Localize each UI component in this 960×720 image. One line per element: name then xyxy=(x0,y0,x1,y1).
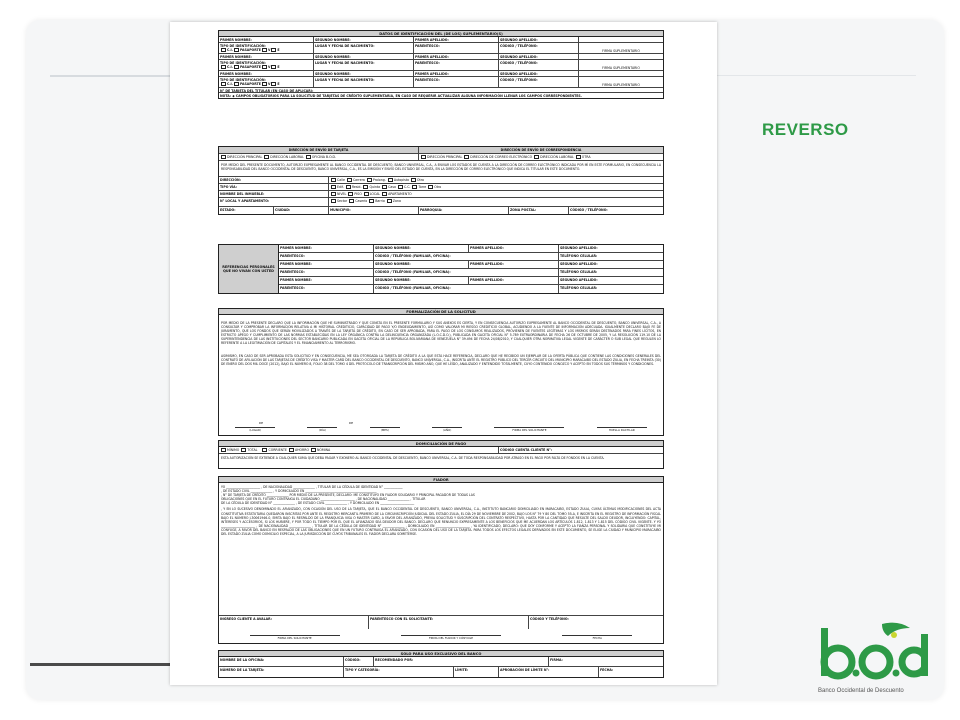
opt-mail-main: DIRECCIÓN PRINCIPAL xyxy=(427,154,463,159)
bank-date: FECHA: xyxy=(600,667,614,672)
opt-e: E xyxy=(277,64,280,69)
field-phone: CÓDIGO / TELÉFONO: xyxy=(499,60,579,70)
supplementary-section xyxy=(218,30,664,99)
ref2-first-name: PRIMER NOMBRE: xyxy=(279,261,374,268)
opt-savings: AHORRO xyxy=(294,447,309,452)
opt-piso: PISO xyxy=(354,191,362,196)
bank-use-title: SOLO PARA USO EXCLUSIVO DEL BANCO xyxy=(219,651,663,657)
signature-supplementary-3: FIRMA SUPLEMENTARIO xyxy=(602,83,640,87)
field-first-surname: PRIMER APELLIDO: xyxy=(414,54,499,59)
field-second-name: SEGUNDO NOMBRE: xyxy=(314,54,414,59)
field-first-surname: PRIMER APELLIDO: xyxy=(414,37,499,42)
opt-card-main: DIRECCIÓN PRINCIPAL xyxy=(227,154,263,159)
field-state: ESTADO: xyxy=(219,207,274,214)
guarantor-line-5: DE LA CÉDULA DE IDENTIDAD N° ______________ , DE ESTADO CIVIL ______________ , Y DOMICILIADO EN ______________________ xyxy=(221,501,415,506)
top-divider-left xyxy=(50,75,170,77)
opt-zona: Zona xyxy=(392,198,401,203)
via-autopista: Autopista xyxy=(393,177,410,182)
opt-passport: PASAPORTE xyxy=(239,64,261,69)
sign-day: (DÍA) xyxy=(307,427,337,432)
opt-ci: C.I. xyxy=(227,47,233,52)
signature-supplementary-2: FIRMA SUPLEMENTARIO xyxy=(602,66,640,70)
references-side-label: REFERENCIAS PERSONALES QUE NO VIVAN CON USTED xyxy=(219,245,279,293)
opt-local: LOCAL xyxy=(369,191,381,196)
ref1-second-surname: SEGUNDO APELLIDO: xyxy=(560,245,598,250)
guarantor-sign-guarantor: FIRMA DEL FIADOR Y CÓNYUGE xyxy=(401,635,501,640)
guarantor-body: , Y EN LO SUCESIVO DENOMINADO EL AFIANZADO, CON OCASIÓN DEL USO DE LA TARJETA, QUE EL BANCO OCCIDENTAL DE DESCUENTO, BANCO UNIVERSAL, C.A., INSTITUTO BANCARIO DOMICILIADO EN MARACAIBO, ESTADO ZULIA, CUYAS ÚLTIMAS MODIFICACIONES DEL ACTA CONSTITUTIVA ESTATUTARIA QUEDARON INSCRITAS POR ANTE EL REGISTRO MERCANTIL PRIMERO DE LA CIRCUNSCRIPCIÓN JUDICIAL DEL ESTADO ZULIA, EL DÍA 29 DE NOVIEMBRE DE 2002, BAJO LOS N° 79 Y 80 DEL TOMO 55-A, E INSCRITA EN EL REGISTRO DE INFORMACIÓN FISCAL BAJO EL NÚMERO J-30061946-0, EMITA BAJO EL RESPALDO DE LA FRANQUICIA VISA O MASTER CARD, A FAVOR DEL AFIANZADO, PREVIA SOLICITUD Y SUSCRIPCIÓN DEL CONTRATO RESPECTIVO, HASTA POR LA CANTIDAD QUE RESULTE DEL SALDO DEUDOR, INCLUYENDO: CAPITAL, INTERESES Y ACCESORIOS, SI LOS HUBIERE, Y POR TODO EL TIEMPO POR EL QUE EL AFIANZADO SEA DEUDOR DEL BANCO. DECLARO QUE RENUNCIO EXPRESAMENTE A LOS BENEFICIOS QUE ME ACUERDAN LOS ARTÍCULOS 1.812, 1.813 Y 1.815 DEL CÓDIGO CIVIL VIGENTE. Y YO ______________________ , DE NACIONALIDAD ______________ , TITULAR DE LA CÉDULA DE IDENTIDAD N° ______________ , DOMICILIADO EN ______________________ , YA IDENTIFICADO, DECLARO: QUE DOY CONFORME Y ACEPTO LA FIANZA PERSONAL Y SOLIDARIA QUE CONSTITUYE MI CÓNYUGE, A FAVOR DEL BANCO EN RESPALDO DE LAS OBLIGACIONES QUE EN UN FUTURO CONTRAIGA EL AFIANZADO, CON OCASIÓN DEL USO DE LA TARJETA. PARA TODOS LOS EFECTOS LEGALES DERIVADOS EN ESTE DOCUMENTO, SE ELIGE LA CIUDAD Y MUNICIPIO MARACAIBO DEL ESTADO ZULIA COMO DOMICILIO ESPECIAL, A LA JURISDICCIÓN DE CUYOS TRIBUNALES EL FIADOR DECLARA SOMETERSE. xyxy=(221,507,661,537)
opt-passport: PASAPORTE xyxy=(239,81,261,86)
via-casa: Casa xyxy=(388,184,396,189)
field-birth: LUGAR Y FECHA DE NACIMIENTO: xyxy=(314,77,414,87)
ref2-first-surname: PRIMER APELLIDO: xyxy=(469,261,559,268)
payment-text: ESTA AUTORIZACIÓN SE EXTIENDE A CUALQUIER SUMA QUE DEBA PAGAR Y EXONERO AL BANCO OCCIDENTAL DE DESCUENTO, BANCO UNIVERSAL, C.A. DE TODA RESPONSABILIDAD POR ATRASO EN EL PAGO POR FALTA DE FONDOS EN LA CUENTA. xyxy=(221,456,605,460)
ref2-second-name: SEGUNDO NOMBRE: xyxy=(374,261,469,268)
opt-mail-work: DIRECCIÓN LABORAL xyxy=(540,154,574,159)
via-edif: Edif. xyxy=(337,184,344,189)
via-otro-2: Otro xyxy=(434,184,442,189)
opt-passport: PASAPORTE xyxy=(239,47,261,52)
field-via-type: TIPO VÍA: xyxy=(219,184,329,190)
ref3-phone: CÓDIGO / TELÉFONO (FAMILIAR, OFICINA): xyxy=(374,285,559,293)
field-second-name: SEGUNDO NOMBRE: xyxy=(314,37,414,42)
opt-total: TOTAL xyxy=(247,447,258,452)
ref3-second-surname: SEGUNDO APELLIDO: xyxy=(560,277,598,282)
opt-mail-email: DIRECCIÓN DE CORREO ELECTRÓNICO xyxy=(470,154,533,159)
field-birth: LUGAR Y FECHA DE NACIMIENTO: xyxy=(314,60,414,70)
opt-e: E xyxy=(277,47,280,52)
field-relationship: PARENTESCO: xyxy=(414,43,499,53)
bottom-divider xyxy=(30,663,170,666)
references-section xyxy=(218,244,664,294)
via-torre: Torre xyxy=(418,184,427,189)
opt-sector: Sector xyxy=(337,198,348,203)
supplementary-note: NOTA: ◆ CAMPOS OBLIGATORIOS PARA LA SOLICITUD DE TARJETAS DE CRÉDITO SUPLEMENTARIA, EN CASO DE REQUERIR ACTUALIZAR ALGUNA INFORMACIÓN LLENAR LOS CAMPOS CORRESPONDIENTES. xyxy=(220,93,582,98)
field-relationship: PARENTESCO: xyxy=(414,77,499,87)
guarantor-line-1: YO ______________________ , DE NACIONALIDAD ______________ , TITULAR DE LA CÉDULA DE IDENTIDAD N° ____________ xyxy=(221,485,403,489)
guarantor-income: INGRESO CLIENTE A AVALAR: xyxy=(219,616,369,629)
payment-title: DOMICILIACIÓN DE PAGO xyxy=(219,441,663,447)
card-number-label: N° DE TARJETA DEL TITULAR (EN CASO DE APLICAR): xyxy=(220,88,314,92)
field-second-surname: SEGUNDO APELLIDO: xyxy=(499,54,579,59)
guarantor-section xyxy=(218,476,664,644)
ref1-first-name: PRIMER NOMBRE: xyxy=(279,245,374,252)
guarantor-sign-date: FECHA xyxy=(562,635,632,640)
account-number-label: CÓDIGO CUENTA CLIENTE N°: xyxy=(500,447,552,452)
field-id-type: TIPO DE IDENTIFICACIÓN: xyxy=(220,77,266,82)
opt-nivel: NIVEL xyxy=(337,191,347,196)
bank-recommended-by: RECOMENDADO POR: xyxy=(374,657,549,666)
guarantor-sign-applicant: FIRMA DEL SOLICITANTE xyxy=(250,635,340,640)
sign-connector-1: DE xyxy=(259,421,264,425)
via-prolong: Prolong. xyxy=(372,177,386,182)
field-birth: LUGAR Y FECHA DE NACIMIENTO: xyxy=(314,43,414,53)
bank-card-number: NÚMERO DE LA TARJETA: xyxy=(219,667,344,677)
bank-signature: FIRMA: xyxy=(550,657,563,662)
card-delivery-title: DIRECCIÓN DE ENVÍO DE TARJETA xyxy=(219,147,419,153)
field-municipality: MUNICIPIO: xyxy=(329,207,419,214)
formalization-title: FORMALIZACIÓN DE LA SOLICITUD xyxy=(219,309,663,315)
ref1-phone: CÓDIGO / TELÉFONO (FAMILIAR, OFICINA): xyxy=(374,253,559,260)
bank-limit-approval: APROBACIÓN DE LÍMITE N°: xyxy=(499,667,599,677)
field-id-type: TIPO DE IDENTIFICACIÓN: xyxy=(220,43,266,48)
ref3-cell: TELÉFONO CELULAR: xyxy=(560,285,598,290)
field-local: N° LOCAL Y APARTAMENTO: xyxy=(219,198,329,206)
field-phone: CÓDIGO / TELÉFONO: xyxy=(499,77,579,87)
guarantor-relationship: PARENTESCO CON EL SOLICITANTE: xyxy=(369,616,529,629)
sign-connector-2: DE xyxy=(349,421,354,425)
field-second-surname: SEGUNDO APELLIDO: xyxy=(499,71,579,76)
reverso-label: REVERSO xyxy=(762,120,849,139)
field-relationship: PARENTESCO: xyxy=(414,60,499,70)
ref1-second-name: SEGUNDO NOMBRE: xyxy=(374,245,469,252)
opt-current: CORRIENTE xyxy=(268,447,287,452)
field-building: NOMBRE DEL INMUEBLE: xyxy=(219,191,329,197)
guarantor-line-2: , DE ESTADO CIVIL ______________ , Y DOMICILIADO EN ______________________________________________ xyxy=(221,489,377,494)
opt-mail-other: OTRA xyxy=(581,154,591,159)
payment-section xyxy=(218,440,664,469)
sign-place: (LUGAR) xyxy=(235,427,275,432)
opt-ci: C.I. xyxy=(227,81,233,86)
guarantor-line-3: , N° DE TARJETA DE CRÉDITO ______________ POR MEDIO DE LA PRESENTE, DECLARO: ME CONSTITUYO EN FIADOR SOLIDARIO Y PRINCIPAL PAGADOR DE TODAS LAS xyxy=(221,493,475,498)
field-address: DIRECCIÓN: xyxy=(219,177,329,183)
delivery-section xyxy=(218,146,664,215)
via-quinta: Quinta xyxy=(369,184,381,189)
ref3-second-name: SEGUNDO NOMBRE: xyxy=(374,277,469,284)
opt-ci: C.I. xyxy=(227,64,233,69)
field-first-name: PRIMER NOMBRE: xyxy=(219,54,314,59)
bank-card-type: TIPO Y CATEGORÍA: xyxy=(344,667,454,677)
formalization-paragraph-1: POR MEDIO DE LA PRESENTE DECLARO QUE LA INFORMACIÓN QUE HE SUMINISTRADO Y QUE CONSTA EN EL PRESENTE FORMULARIO Y SUS ANEXOS ES CIERTA, Y EN CONSECUENCIA AUTORIZO EXPRESAMENTE AL BANCO OCCIDENTAL DE DESCUENTO, BANCO UNIVERSAL, C.A., A CONSULTAR Y COMPROBAR LA INFORMACIÓN RELATIVA A MI HISTORIAL CREDITICIO, CAPACIDAD DE PAGO Y/O ENDEUDAMIENTO, ASÍ COMO VALORAR MI RIESGO CREDITICIO GLOBAL, ACUDIENDO A LA FUENTE DE INFORMACIÓN ADECUADA. IGUALMENTE DECLARO BAJO FE DE JURAMENTO, QUE LOS FONDOS QUE SERÁN MOVILIZADOS A TRAVÉS DE LA TARJETA DE CRÉDITO, EN CASO DE SER APROBADA, PARA EL PAGO DE LOS CONSUMOS REALIZADOS, PROVIENEN DE FUENTES LEGÍTIMAS Y LOS MISMOS SERÁN DESTINADOS PARA FINES LÍCITOS, EN ESTRICTO APEGO Y CUMPLIMIENTO DE LAS NORMAS ESTABLECIDAS EN LA LEY ORGÁNICA CONTRA LA DELINCUENCIA ORGANIZADA (L.O.C.D.O.), PUBLICADA EN GACETA OFICIAL N° 5.789 EXTRAORDINARIA DE FECHA 26 DE OCTUBRE DE 2005, Y LA RESOLUCIÓN 119.10 DE LA SUPERINTENDENCIA DE LAS INSTITUCIONES DEL SECTOR BANCARIO PUBLICADA EN GACETA OFICIAL DE LA REPÚBLICA BOLIVARIANA DE VENEZUELA N° 39.494 DE FECHA 24/08/2010, Y CUALQUIER OTRA NORMATIVA LEGAL VIGENTE DE CARÁCTER O SUB LEGAL QUE REGULEN LO REFERENTE A LA LEGITIMACIÓN DE CAPITALES Y EL FINANCIAMIENTO AL TERRORISMO. xyxy=(221,321,661,346)
sign-year: (AÑO) xyxy=(432,427,462,432)
ref1-first-surname: PRIMER APELLIDO: xyxy=(469,245,559,252)
field-city: CIUDAD: xyxy=(274,207,329,214)
opt-card-office: OFICINA B.O.D. xyxy=(311,154,336,159)
sign-month: (MES) xyxy=(370,427,400,432)
ref2-relationship: PARENTESCO: xyxy=(279,269,374,276)
guarantor-phone: CÓDIGO Y TELÉFONO: xyxy=(530,616,569,621)
formalization-paragraph-2: ASIMISMO, EN CASO DE SER APROBADA ESTA SOLICITUD Y EN CONSECUENCIA, ME SEA OTORGADA LA TARJETA DE CRÉDITO A LA QUE ESTA HACE REFERENCIA, DECLARO QUE HE RECIBIDO UN EJEMPLAR DE LA OFERTA PÚBLICA QUE CONTIENE LAS CONDICIONES GENERALES DEL CONTRATO DE AFILIACIÓN DE LAS TARJETAS DE CRÉDITO VISA Y MASTER CARD DEL BANCO OCCIDENTAL DE DESCUENTO, BANCO UNIVERSAL, C.A., INSCRITA ANTE EL REGISTRO PÚBLICO DEL TERCER CIRCUITO DEL MUNICIPIO MARACAIBO DEL ESTADO ZULIA, EN FECHA TREINTA (30) DE ENERO DEL DOS MIL DOCE (2012), BAJO EL NÚMERO 8, FOLIO 38 DEL TOMO 4 DEL PROTOCOLO DE TRANSCRIPCIÓN DEL MISMO AÑO, QUE HE LEÍDO, ANALIZADO Y ENTENDIDO TOTALMENTE, CUYO CONTENIDO CONOZCO Y ACEPTO EN TODOS SUS TÉRMINOS Y CONDICIONES. xyxy=(221,353,661,366)
field-phone: CÓDIGO / TELÉFONO: xyxy=(499,43,579,53)
ref2-second-surname: SEGUNDO APELLIDO: xyxy=(560,261,598,266)
form-document xyxy=(170,22,717,685)
signature-supplementary-1: FIRMA SUPLEMENTARIO xyxy=(602,49,640,53)
opt-v: V xyxy=(267,47,271,52)
via-resid: Resid. xyxy=(351,184,362,189)
via-otro: Otro xyxy=(417,177,424,182)
via-calle: Calle xyxy=(337,177,345,182)
ref1-cell: TELÉFONO CELULAR: xyxy=(560,253,598,258)
opt-minimum: MÍNIMO xyxy=(227,447,240,452)
field-id-type: TIPO DE IDENTIFICACIÓN: xyxy=(220,60,266,65)
field-first-name: PRIMER NOMBRE: xyxy=(219,37,314,42)
bank-code: CÓDIGO: xyxy=(344,657,374,666)
field-phone-address: CÓDIGO / TELÉFONO: xyxy=(570,207,608,212)
email-consent-text: POR MEDIO DEL PRESENTE DOCUMENTO, AUTORIZO EXPRESAMENTE AL BANCO OCCIDENTAL DE DESCUENTO, BANCO UNIVERSAL, C.A., A ENVIAR LOS ESTADOS DE CUENTA A LA DIRECCIÓN DE CORREO ELECTRÓNICO INDICADA POR MÍ EN ESTE FORMULARIO, EN CONSECUENCIA LA RESPONSABILIDAD DEL BANCO OCCIDENTAL DE DESCUENTO, BANCO UNIVERSAL, C.A., ES LA EMISIÓN Y ENVÍO DEL ESTADO DE CUENTA, EN LA DIRECCIÓN DE CORREO ELECTRÓNICO QUE INDICA EL TITULAR EN ESTE DOCUMENTO. xyxy=(221,163,661,172)
sign-applicant: FIRMA DEL SOLICITANTE xyxy=(494,427,564,432)
sign-fingerprint: HUELLA DACTILAR xyxy=(597,427,647,432)
bank-limit: LÍMITE: xyxy=(454,667,499,677)
bank-use-section xyxy=(218,650,664,678)
opt-apartamento: APARTAMENTO xyxy=(388,191,412,196)
field-second-surname: SEGUNDO APELLIDO: xyxy=(499,37,579,42)
via-carrera: Carrera xyxy=(352,177,365,182)
field-second-name: SEGUNDO NOMBRE: xyxy=(314,71,414,76)
formalization-section xyxy=(218,308,664,436)
opt-v: V xyxy=(267,64,271,69)
bank-office-name: NOMBRE DE LA OFICINA: xyxy=(219,657,344,666)
ref2-cell: TELÉFONO CELULAR: xyxy=(560,269,598,274)
guarantor-title: FIADOR xyxy=(219,477,663,483)
field-first-surname: PRIMER APELLIDO: xyxy=(414,71,499,76)
via-cc: C.C. xyxy=(403,184,411,189)
ref3-first-surname: PRIMER APELLIDO: xyxy=(469,277,559,284)
ref3-first-name: PRIMER NOMBRE: xyxy=(279,277,374,284)
opt-v: V xyxy=(267,81,271,86)
field-zip: ZONA POSTAL: xyxy=(509,207,569,214)
guarantor-line-4: OBLIGACIONES QUE EN EL FUTURO CONTRAIGA EL CIUDADANO ______________________ , DE NACIONALIDAD ______________ , TITULAR xyxy=(221,497,426,502)
opt-barrio: Barrio xyxy=(375,198,385,203)
field-first-name: PRIMER NOMBRE: xyxy=(219,71,314,76)
opt-caserio: Caserío xyxy=(355,198,368,203)
ref3-relationship: PARENTESCO: xyxy=(279,285,374,293)
supplementary-title: DATOS DE IDENTIFICACIÓN DEL (DE LOS) SUPLEMENTARIO(S) xyxy=(219,31,663,37)
bank-name: Banco Occidental de Descuento xyxy=(818,688,904,694)
mail-delivery-title: DIRECCIÓN DE ENVÍO DE CORRESPONDENCIA xyxy=(500,147,582,152)
field-parish: PARROQUIA: xyxy=(419,207,509,214)
opt-card-work: DIRECCIÓN LABORAL xyxy=(270,154,304,159)
opt-payroll: NÓMINA xyxy=(317,447,331,452)
ref2-phone: CÓDIGO / TELÉFONO (FAMILIAR, OFICINA): xyxy=(374,269,559,276)
opt-e: E xyxy=(277,81,280,86)
ref1-relationship: PARENTESCO: xyxy=(279,253,374,260)
top-divider-right xyxy=(716,75,916,76)
